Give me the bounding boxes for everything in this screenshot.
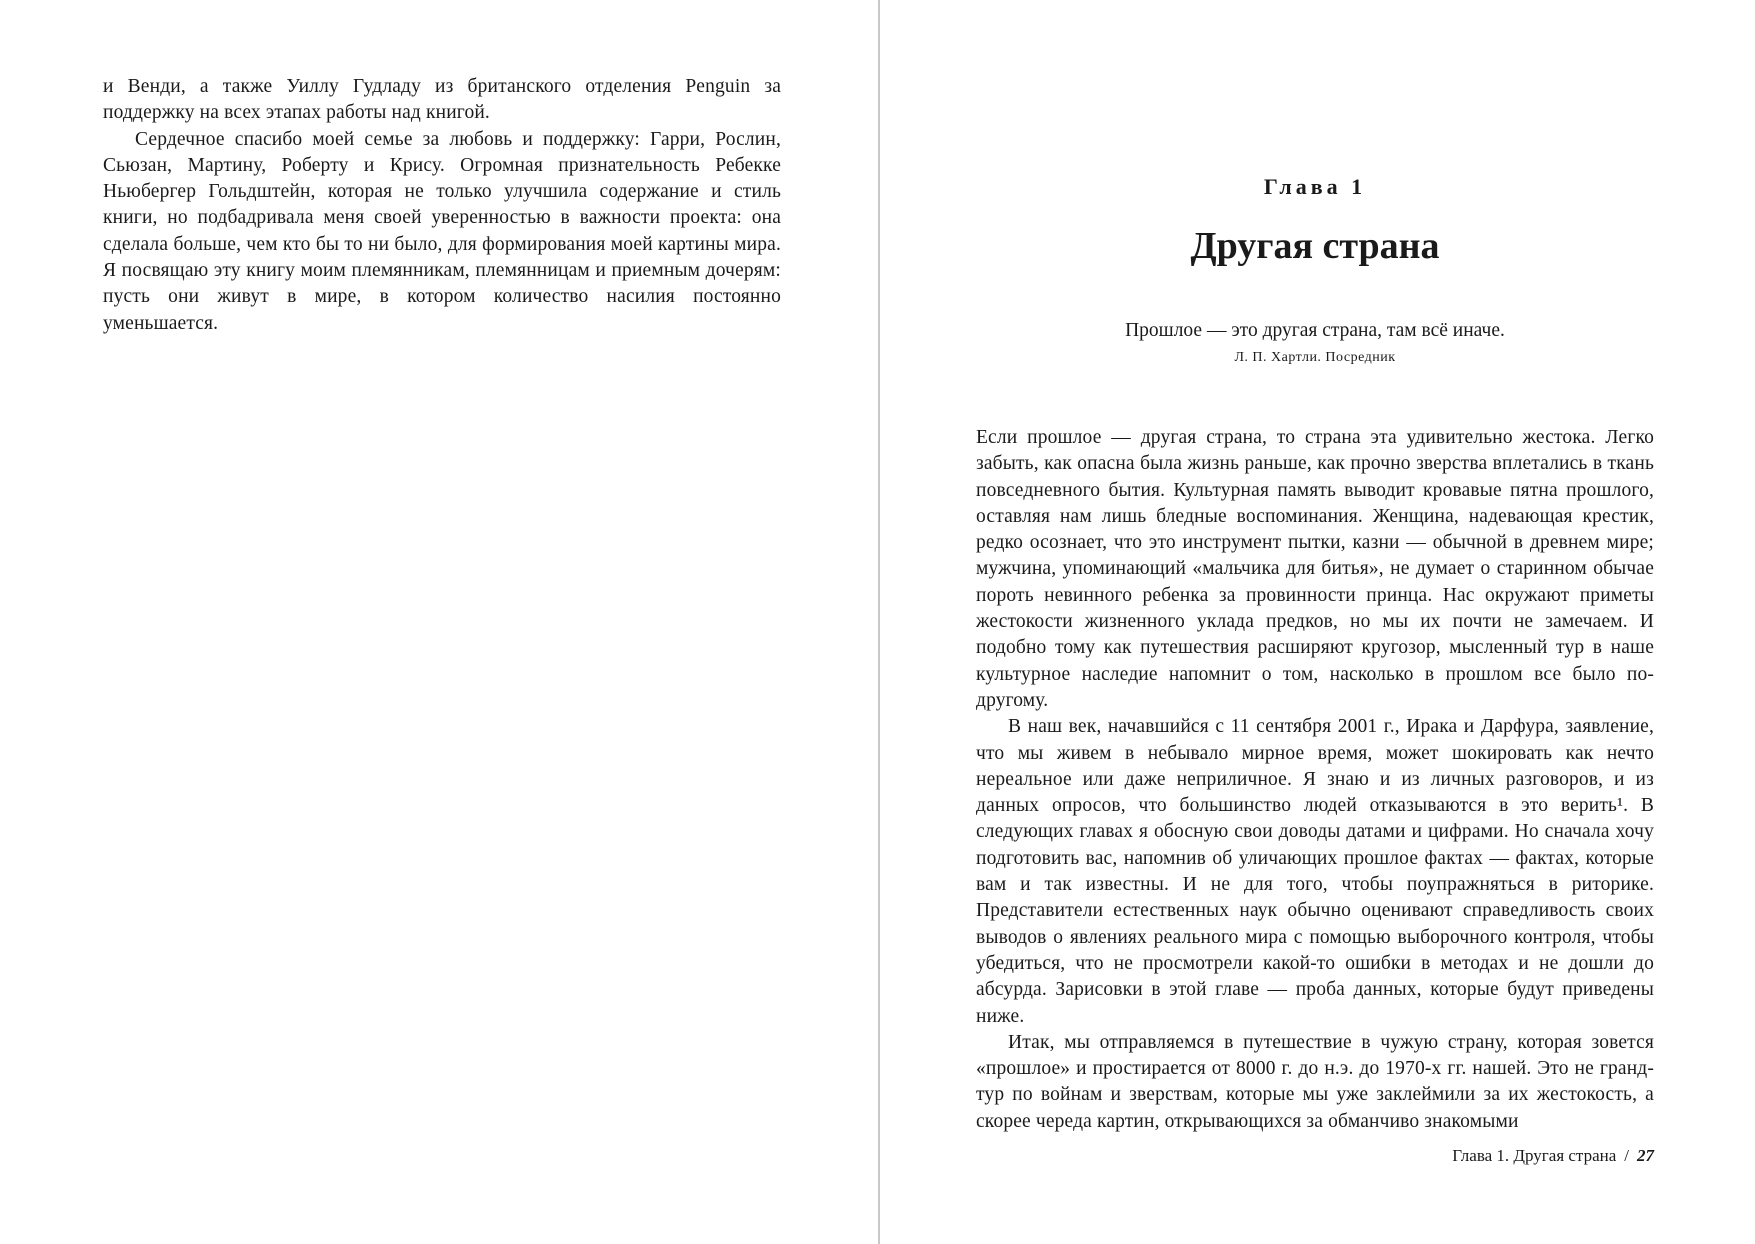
footer-separator: / [1624,1146,1629,1165]
right-page-text [976,425,1654,1135]
right-page [880,0,1755,1244]
chapter-title: Другая страна [1190,225,1440,267]
paragraph: В наш век, начавшийся с 11 сентября 2001 г., Ирака и Дарфура, заявление, что мы живем в небывало мирное время, может шокировать как нечто нереальное или даже неприличное. Я знаю и из личных разговоров, и из данных опросов, что большинство людей отказываются в это верить¹. В следующих главах я обосную свои доводы датами и цифрами. Но сначала хочу подготовить вас, напомнив об уличающих прошлое фактах — фактах, которые вам и так известны. И не для того, чтобы поупражняться в риторике. Представители естественных наук обычно оценивают справедливость своих выводов о явлениях реального мира с помощью выборочного контроля, чтобы убедиться, что не просмотрели какой-то ошибки в методах и не дошли до абсурда. Зарисовки в этой главе — проба данных, которые будут приведены ниже. [976,716,1654,1027]
page-number: 27 [1637,1146,1654,1165]
running-head: Глава 1. Другая страна [1452,1146,1617,1165]
paragraph: и Венди, а также Уиллу Гудладу из британского отделения Penguin за поддержку на всех этапах работы над книгой. [103,76,781,124]
paragraph: Если прошлое — другая страна, то страна эта удивительно жестока. Легко забыть, как опасна была жизнь раньше, как прочно зверства вплетались в ткань повседневного бытия. Культурная память выводит кровавые пятна прошлого, оставляя нам лишь бледные воспоминания. Женщина, надевающая крестик, редко осознает, что это инструмент пытки, казни — обычной в древнем мире; мужчина, упоминающий «мальчика для битья», не думает о старинном обычае пороть невинного ребенка за провинности принца. Нас окружают приметы жестокости жизненного уклада предков, но мы их почти не замечаем. И подобно тому как путешествия расширяют кругозор, мысленный тур в наше культурное наследие напомнит о том, насколько в прошлом все было по-другому. [976,427,1654,711]
epigraph-source: Л. П. Хартли. Посредник [1234,350,1396,365]
left-page-text [103,74,781,337]
paragraph: Сердечное спасибо моей семье за любовь и поддержку: Гарри, Рослин, Сьюзан, Мартину, Роберту и Крису. Огромная признательность Ребекке Ньюбергер Гольдштейн, которая не только улучшила содержание и стиль книги, но подбадривала меня своей уверенностью в важности проекта: она сделала больше, чем кто бы то ни было, для формирования моей картины мира. Я посвящаю эту книгу моим племянникам, племянницам и приемным дочерям: пусть они живут в мире, в котором количество насилия постоянно уменьшается. [103,128,781,334]
paragraph: Итак, мы отправляемся в путешествие в чужую страну, которая зовется «прошлое» и простирается от 8000 г. до н.э. до 1970-х гг. нашей. Это не гранд-тур по войнам и зверствам, которые мы уже заклеймили за их жестокость, а скорее череда картин, открывающихся за обманчиво знакомыми [976,1031,1654,1132]
chapter-label: Глава 1 [1263,174,1367,199]
epigraph: Прошлое — это другая страна, там всё иначе. [1125,320,1505,341]
page-footer [1452,1146,1654,1166]
